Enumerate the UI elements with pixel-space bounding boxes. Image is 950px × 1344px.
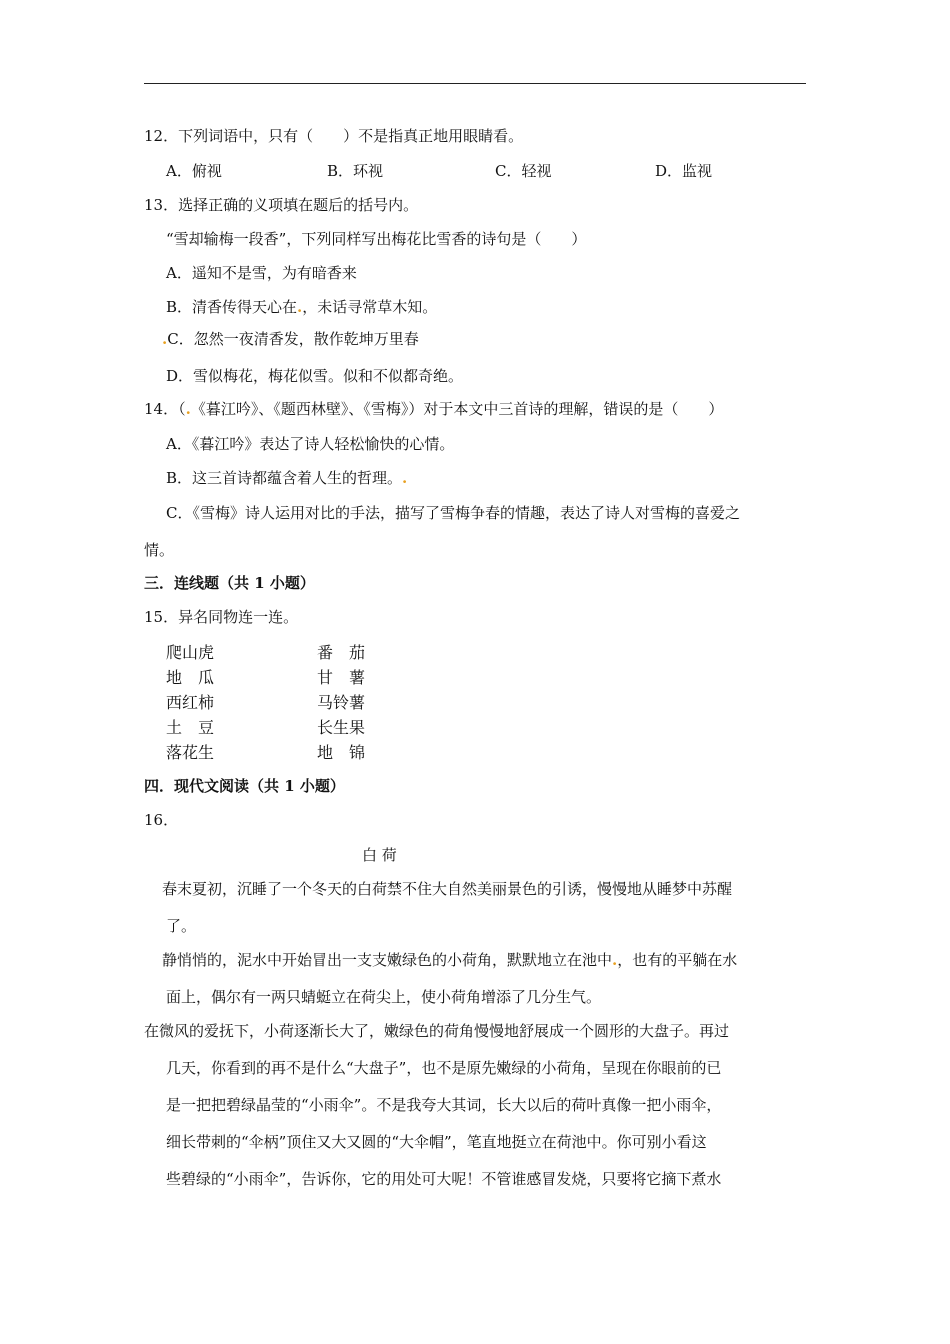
q12-stem: 12．下列词语中，只有（ ）不是指真正地用眼睛看。 (144, 127, 524, 145)
passage-p2-line1-part2: ，也有的平躺在水 (617, 951, 738, 969)
marker-dot: . (297, 298, 303, 316)
q15-left-item-2: 地 瓜 (166, 668, 215, 687)
q15-right-item-3: 马铃薯 (317, 693, 366, 712)
q15-right-item-1: 番 茄 (317, 643, 366, 662)
q13-stem: 13．选择正确的义项填在题后的括号内。 (144, 196, 419, 214)
q14-option-a: A．《暮江吟》表达了诗人轻松愉快的心情。 (166, 435, 455, 453)
q14-stem (144, 399, 723, 419)
marker-dot: . (162, 330, 168, 348)
q12-option-d: D．监视 (655, 162, 713, 180)
q14-stem-part1: 14．（ (144, 400, 186, 418)
q14-option-c-continuation: 情。 (144, 541, 175, 559)
passage-p3-line5: 些碧绿的“小雨伞”，告诉你，它的用处可大呢！不管谁感冒发烧，只要将它摘下煮水 (166, 1170, 722, 1188)
header-rule (144, 83, 806, 84)
q13-option-d: D．雪似梅花，梅花似雪。似和不似都奇绝。 (166, 367, 464, 385)
q13-option-c-text: C．忽然一夜清香发，散作乾坤万里春 (167, 330, 419, 348)
q12-option-a: A．俯视 (166, 162, 222, 180)
section-4-heading: 四．现代文阅读（共 1 小题） (144, 777, 345, 795)
q13-option-c (162, 329, 419, 349)
marker-dot: . (185, 400, 191, 418)
q14-stem-part2: 《暮江吟》、《题西林壁》、《雪梅》）对于本文中三首诗的理解，错误的是（ ） (190, 400, 724, 418)
q13-option-a: A．遥知不是雪，为有暗香来 (166, 264, 357, 282)
q15-left-item-3: 西红柿 (166, 693, 215, 712)
q15-stem: 15．异名同物连一连。 (144, 608, 299, 626)
passage-p3-line3: 是一把把碧绿晶莹的“小雨伞”。不是我夸大其词，长大以后的荷叶真像一把小雨伞， (166, 1096, 722, 1114)
q15-left-item-5: 落花生 (166, 743, 215, 762)
passage-p2-line1 (162, 950, 737, 970)
marker-dot: . (402, 469, 408, 487)
passage-p2-line2: 面上，偶尔有一两只蜻蜓立在荷尖上，使小荷角增添了几分生气。 (166, 988, 602, 1006)
q13-option-b-part1: B．清香传得天心在 (166, 298, 298, 316)
q13-option-b (166, 297, 437, 317)
q12-option-c: C．轻视 (495, 162, 552, 180)
passage-p3-line1: 在微风的爱抚下，小荷逐渐长大了，嫩绿色的荷角慢慢地舒展成一个圆形的大盘子。再过 (144, 1022, 730, 1040)
q15-left-item-1: 爬山虎 (166, 643, 215, 662)
section-3-heading: 三．连线题（共 1 小题） (144, 574, 315, 592)
passage-p1-line2: 了。 (166, 917, 197, 935)
passage-p1-line1: 春末夏初，沉睡了一个冬天的白荷禁不住大自然美丽景色的引诱，慢慢地从睡梦中苏醒 (162, 880, 733, 898)
passage-title: 白 荷 (362, 846, 397, 864)
q15-right-item-5: 地 锦 (317, 743, 366, 762)
q12-option-b: B．环视 (327, 162, 384, 180)
passage-p3-line4: 细长带刺的“伞柄”顶住又大又圆的“大伞帽”，笔直地挺立在荷池中。你可别小看这 (166, 1133, 707, 1151)
q14-option-b (166, 468, 407, 488)
q15-right-item-4: 长生果 (317, 718, 366, 737)
q14-option-b-text: B．这三首诗都蕴含着人生的哲理。 (166, 469, 403, 487)
passage-p3-line2: 几天，你看到的再不是什么“大盘子”，也不是原先嫩绿的小荷角，呈现在你眼前的已 (166, 1059, 722, 1077)
marker-dot: . (612, 951, 618, 969)
q14-option-c: C．《雪梅》诗人运用对比的手法，描写了雪梅争春的情趣，表达了诗人对雪梅的喜爱之 (166, 504, 740, 522)
q13-sub-question: “雪却输梅一段香”，下列同样写出梅花比雪香的诗句是（ ） (166, 230, 587, 248)
q16-number: 16． (144, 811, 179, 829)
q15-right-item-2: 甘 薯 (317, 668, 366, 687)
passage-p2-line1-part1: 静悄悄的，泥水中开始冒出一支支嫩绿色的小荷角，默默地立在池中 (162, 951, 613, 969)
q15-left-item-4: 土 豆 (166, 718, 215, 737)
q13-option-b-part2: ，未话寻常草木知。 (302, 298, 438, 316)
